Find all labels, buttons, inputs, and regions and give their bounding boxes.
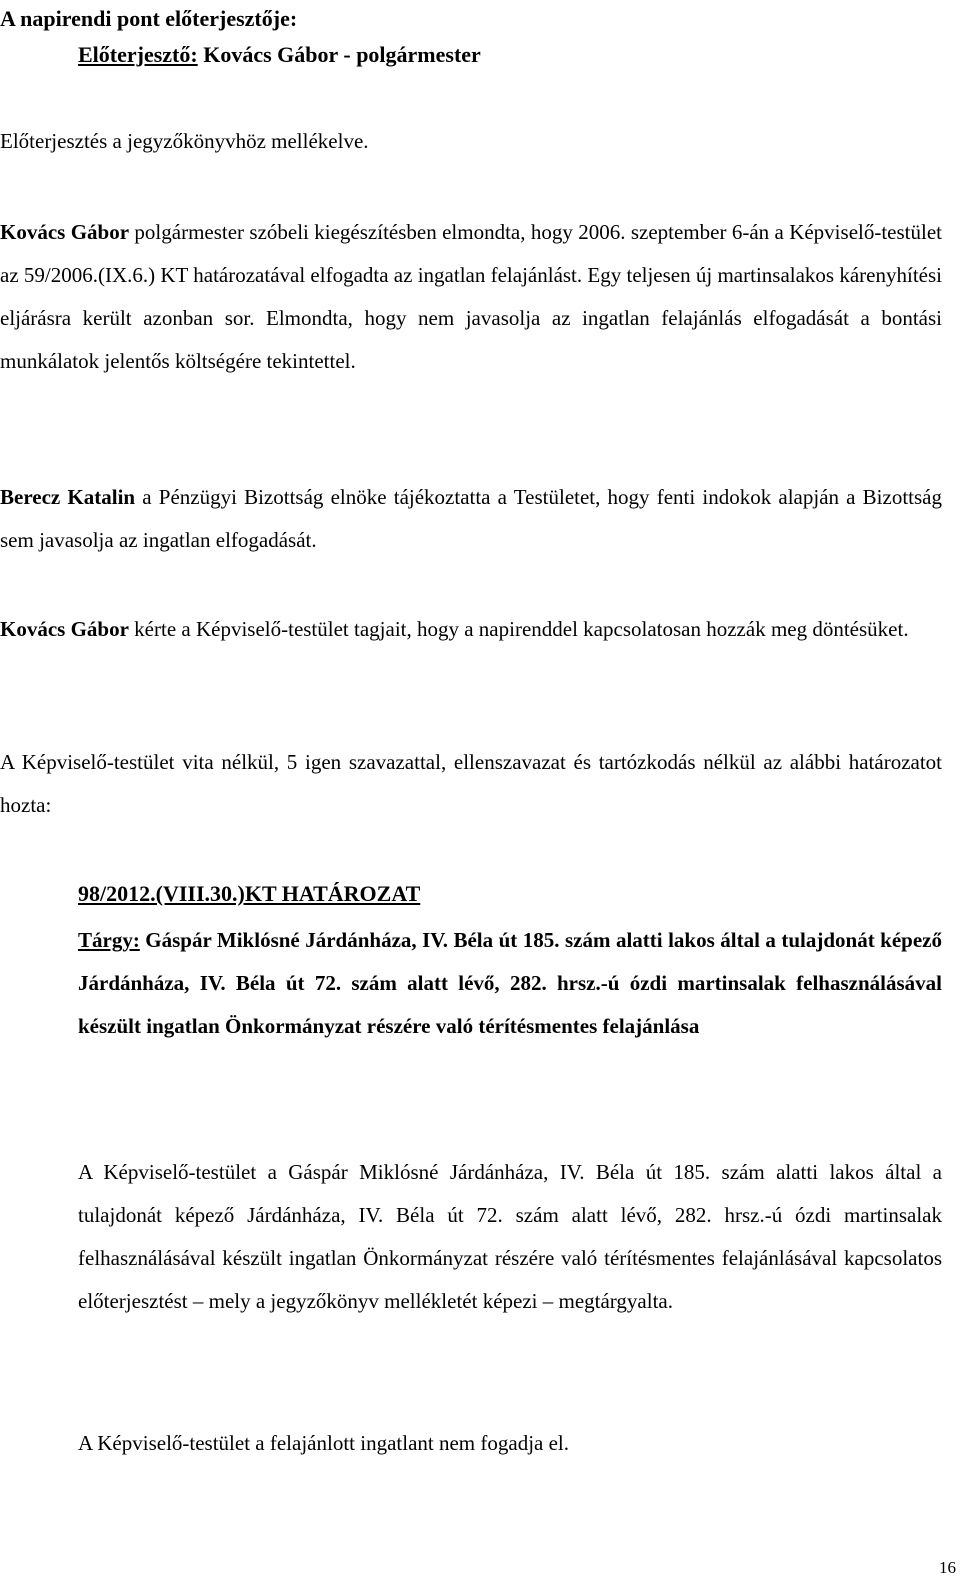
resolution-subject [78,919,942,1048]
speaker-name: Berecz Katalin [0,485,136,509]
paragraph-mayor-request [0,608,942,651]
page-number: 16 [939,1558,956,1577]
paragraph-mayor-statement [0,211,942,383]
resolution-title: 98/2012.(VIII.30.)KT HATÁROZAT [78,881,421,906]
paragraph-text: kérte a Képviselő-testület tagjait, hogy a napirenddel kapcsolatosan hozzák meg döntésüket. [128,617,909,641]
paragraph-committee-statement [0,476,942,562]
agenda-heading: A napirendi pont előterjesztője: [0,6,298,31]
resolution-body: A Képviselő-testület a Gáspár Miklósné Járdánháza, IV. Béla út 185. szám alatti lakos által a tulajdonát képező Járdánháza, IV. Béla út 72. szám alatt lévő, 282. hrsz.-ú ózdi martinsalak felhasználásával készült ingatlan Önkormányzat részére való térítésmentes felajánlásával kapcsolatos előterjesztést – mely a jegyzőkönyv mellékletét képezi – megtárgyalta. [78,1160,942,1313]
paragraph-text: a Pénzügyi Bizottság elnöke tájékoztatta a Testületet, hogy fenti indokok alapján a Bizottság sem javasolja az ingatlan elfogadását. [0,485,942,552]
resolution-decision: A Képviselő-testület a felajánlott ingatlant nem fogadja el. [78,1431,570,1455]
speaker-name: Kovács Gábor [0,220,130,244]
subject-label: Tárgy: [78,928,140,952]
paragraph-text: polgármester szóbeli kiegészítésben elmondta, hogy 2006. szeptember 6-án a Képviselő-testület az 59/2006.(IX.6.) KT határozatával elfogadta az ingatlan felajánlást. Egy teljesen új martinsalakos kárenyhítési eljárásra került azonban sor. Elmondta, hogy nem javasolja az ingatlan felajánlás elfogadását a bontási munkálatok jelentős költségére tekintettel. [0,220,942,373]
paragraph-vote: A Képviselő-testület vita nélkül, 5 igen szavazattal, ellenszavazat és tartózkodás nélkül az alábbi határozatot hozta: [0,750,942,817]
attachment-note: Előterjesztés a jegyzőkönyvhöz mellékelve. [0,129,369,153]
speaker-name: Kovács Gábor [0,617,129,641]
presenter-label: Előterjesztő: [78,42,198,67]
presenter-value: Kovács Gábor - polgármester [203,42,481,67]
presenter-line [78,33,942,76]
subject-text: Gáspár Miklósné Járdánháza, IV. Béla út 185. szám alatti lakos által a tulajdonát képező Járdánháza, IV. Béla út 72. szám alatt lévő, 282. hrsz.-ú ózdi martinsalak felhasználásával készült ingatlan Önkormányzat részére való térítésmentes felajánlása [78,928,942,1038]
